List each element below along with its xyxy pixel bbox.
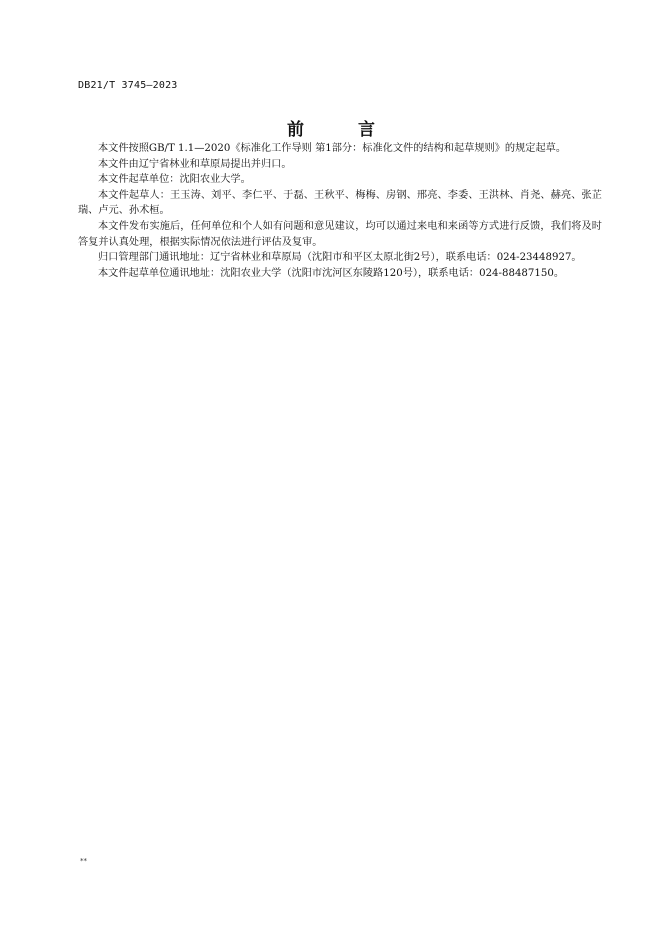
paragraph-drafting-unit-address: 本文件起草单位通讯地址：沈阳农业大学（沈阳市沈河区东陵路120号），联系电话：024-88487150。 (98, 267, 565, 279)
paragraph-drafting-basis: 本文件按照GB/T 1.1—2020《标准化工作导则 第1部分：标准化文件的结构和起草规则》的规定起草。 (98, 143, 567, 154)
paragraph-drafters: 本文件起草人：王玉涛、刘平、李仁平、于磊、王秋平、梅梅、房钢、邢亮、李委、王洪林、肖尧、赫亮、张芷瑞、卢元、孙术桓。 (78, 189, 602, 217)
paragraph-feedback: 本文件发布实施后，任何单位和个人如有问题和意见建议，均可以通过来电和来函等方式进行反馈，我们将及时答复并认真处理，根据实际情况依法进行评估及复审。 (78, 220, 602, 248)
document-code: DB21/T 3745—2023 (78, 80, 178, 91)
page-title: 前 言 (287, 120, 399, 140)
paragraph-drafting-unit: 本文件起草单位：沈阳农业大学。 (98, 174, 251, 186)
footer-mark: ** (80, 857, 87, 865)
paragraph-proposer: 本文件由辽宁省林业和草原局提出并归口。 (98, 158, 292, 170)
paragraph-authority-address: 归口管理部门通讯地址：辽宁省林业和草原局（沈阳市和平区太原北街2号），联系电话：024-23448927。 (98, 252, 582, 264)
foreword-body (78, 141, 602, 281)
